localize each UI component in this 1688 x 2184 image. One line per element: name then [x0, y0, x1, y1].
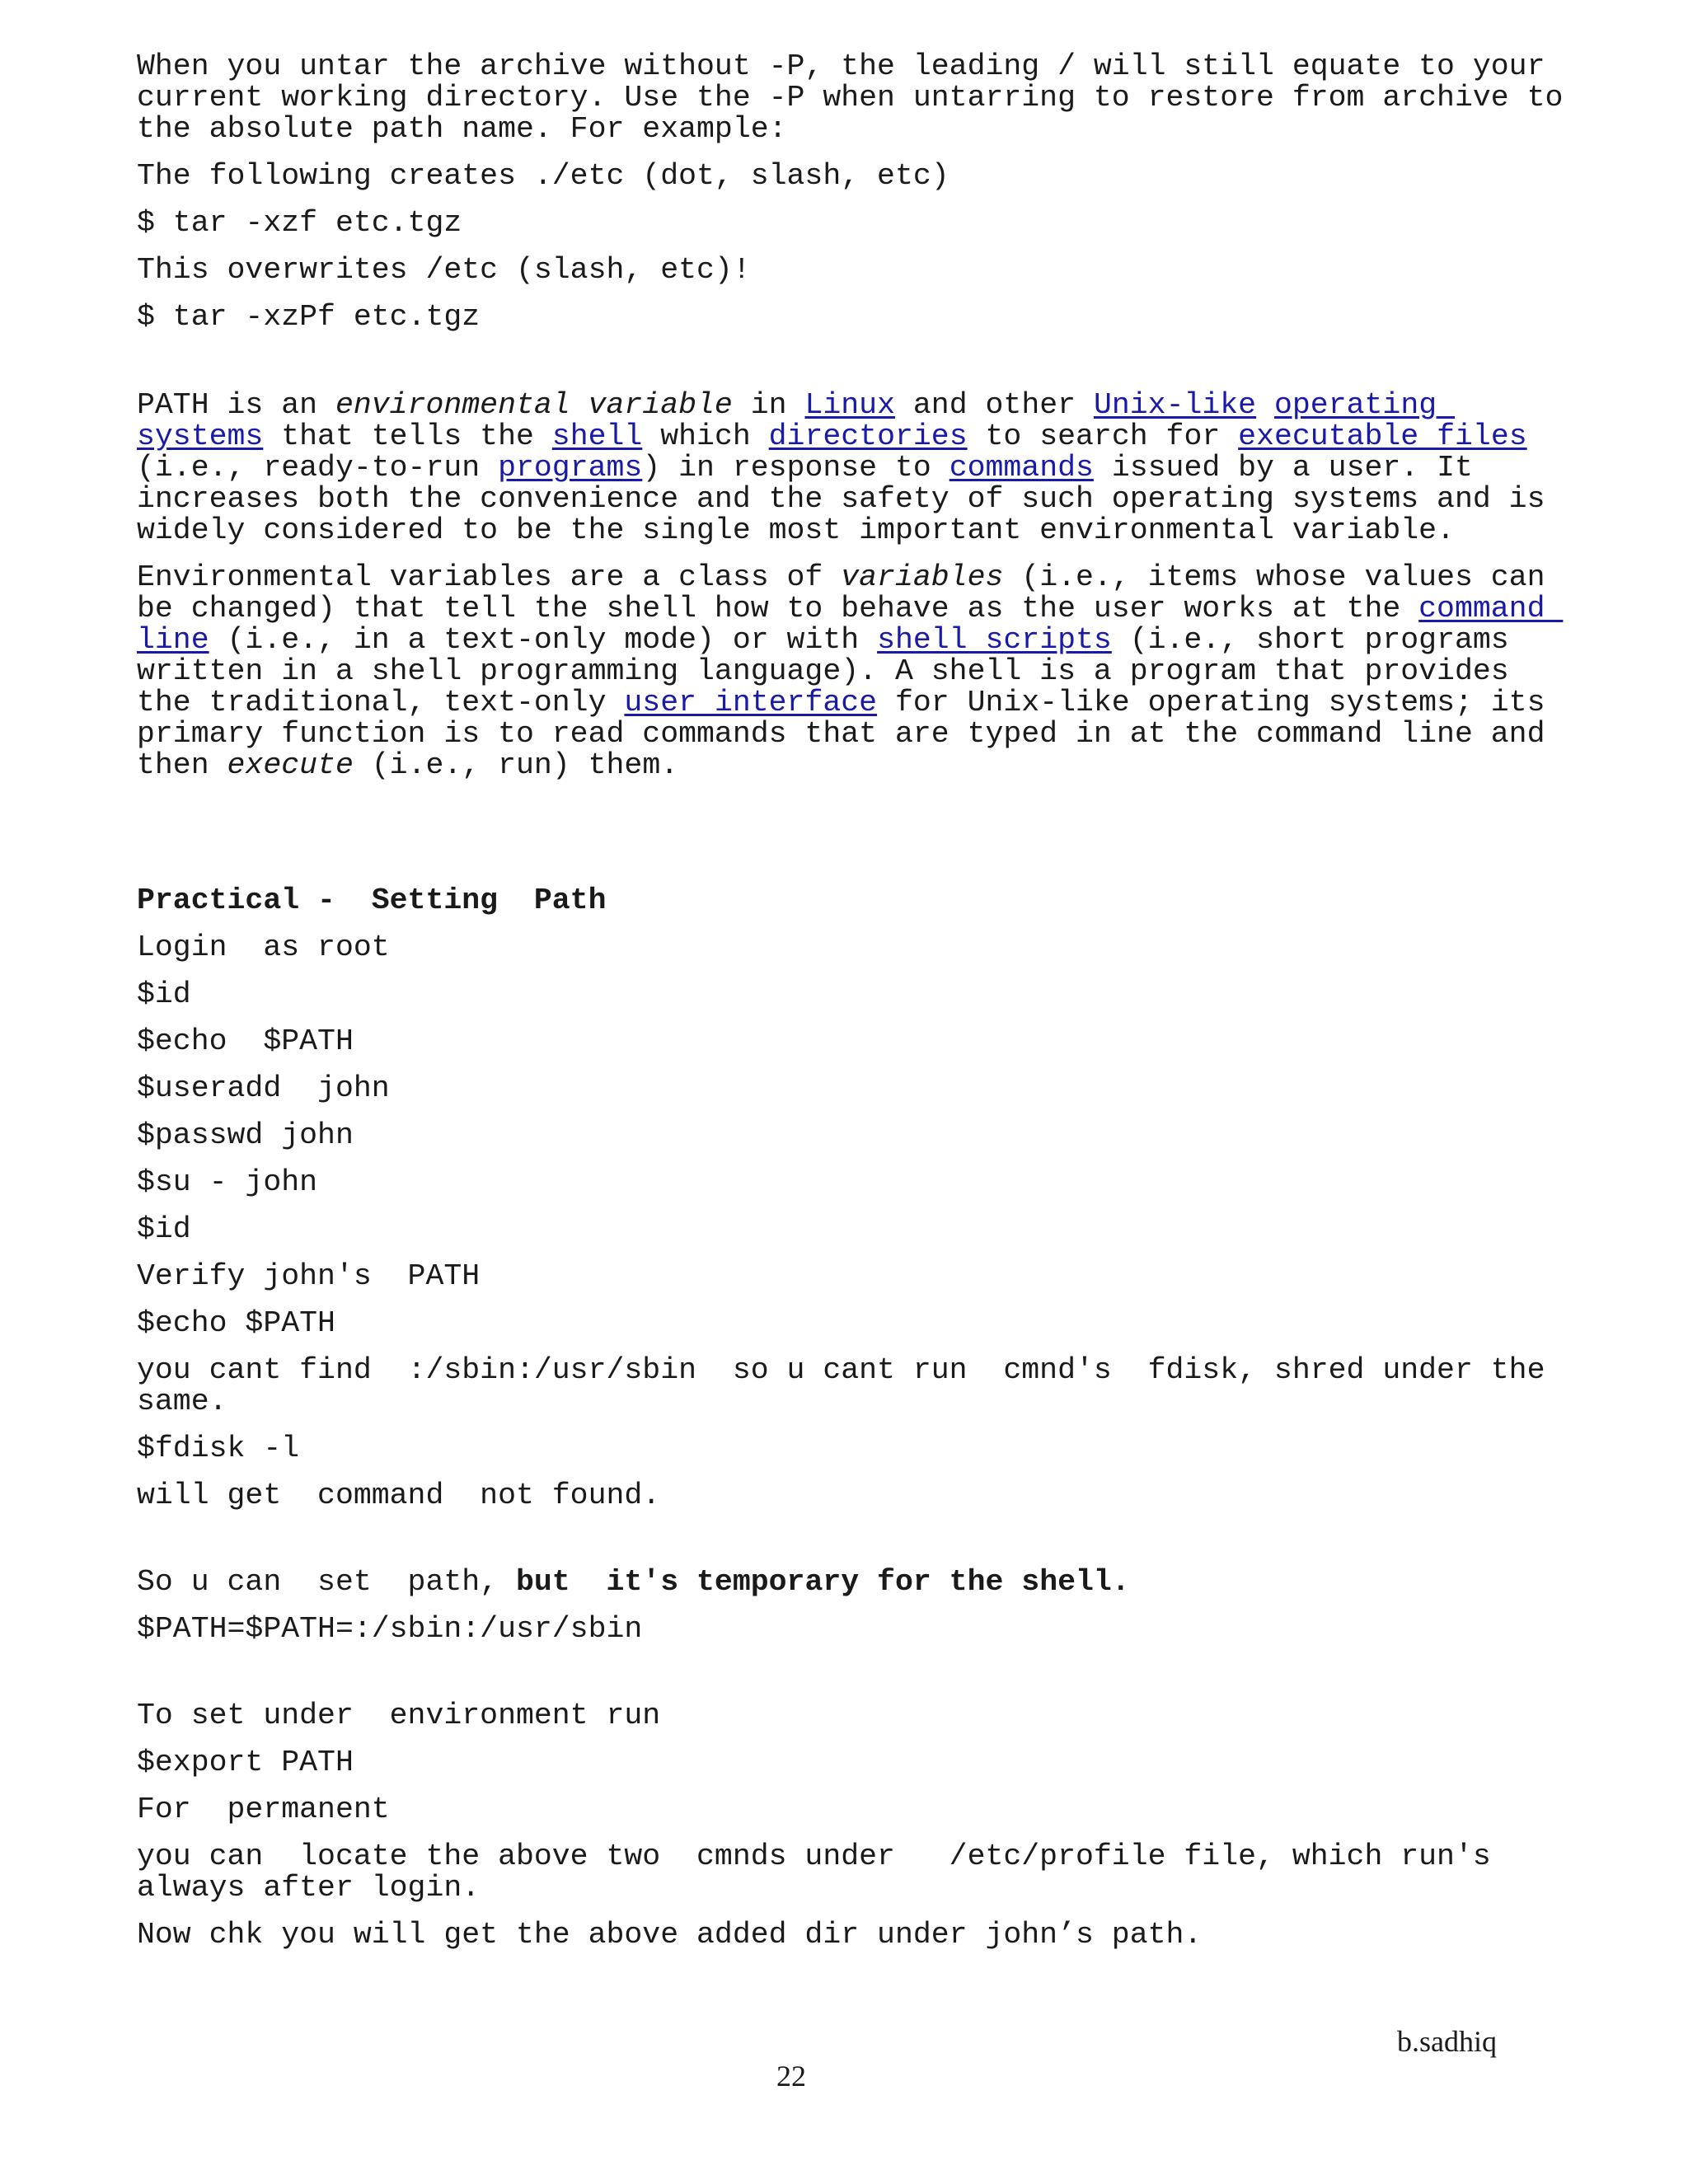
environment-step: Now chk you will get the above added dir under john’s path. — [137, 1918, 1203, 1952]
link-programs[interactable]: programs — [498, 451, 643, 485]
text-run — [1256, 388, 1274, 422]
text-run: PATH is an — [137, 388, 335, 422]
practical-heading: Practical - Setting Path — [137, 883, 607, 917]
environment-step: you can locate the above two cmnds under /etc/profile file, which run's always after login. — [137, 1840, 1509, 1905]
link-directories[interactable]: directories — [768, 419, 968, 453]
practical-step: $id — [137, 1212, 191, 1246]
untar-line-overwrites: This overwrites /etc (slash, etc)! — [137, 253, 751, 287]
link-shell[interactable]: shell — [551, 419, 643, 453]
temporary-path-command: $PATH=$PATH=:/sbin:/usr/sbin — [137, 1612, 643, 1646]
environment-step: To set under environment run — [137, 1699, 661, 1732]
text-run: So u can set path, — [137, 1565, 516, 1599]
practical-step: $echo $PATH — [137, 1306, 335, 1340]
practical-step: Verify john's PATH — [137, 1259, 481, 1293]
environmental-variables-paragraph — [137, 562, 1571, 781]
text-run: (i.e., items whose values can be changed) that tell the shell how to behave as the user works at the — [137, 560, 1564, 626]
text-run: which — [642, 419, 769, 453]
text-run: issued by a user. It increases both the convenience and the safety of such operating systems and is widely considered to be the single most important environmental variable. — [137, 451, 1564, 547]
untar-command-xzf: $ tar -xzf etc.tgz — [137, 206, 462, 240]
environment-step: $export PATH — [137, 1746, 354, 1779]
practical-step: you cant find :/sbin:/usr/sbin so u cant run cmnd's fdisk, shred under the same. — [137, 1353, 1564, 1418]
text-run: that tells the — [263, 419, 552, 453]
text-run: ) in response to — [642, 451, 950, 485]
document-body — [137, 49, 1582, 1966]
untar-intro: When you untar the archive without -P, the leading / will still equate to your current working directory. Use the -P when untarring to restore from archive to the absolute path name. For example: — [137, 49, 1582, 146]
practical-step: $su - john — [137, 1165, 318, 1199]
untar-command-xzpf: $ tar -xzPf etc.tgz — [137, 300, 481, 334]
bold-text: but it's temporary for the shell. — [515, 1565, 1130, 1599]
text-run: (i.e., short programs written in a shell programming language). A shell is a program that provides the traditional, text-only — [137, 623, 1527, 719]
practical-step: Login as root — [137, 930, 390, 964]
link-commands[interactable]: commands — [949, 451, 1094, 485]
text-run: and other — [895, 388, 1094, 422]
text-run: (i.e., in a text-only mode) or with — [209, 623, 878, 657]
text-run: for Unix-like operating systems; its primary function is to read commands that are typed in at the command line and then — [137, 686, 1564, 782]
emphasis-text: execute — [227, 748, 354, 782]
practical-step: $echo $PATH — [137, 1024, 354, 1058]
text-run: to search for — [967, 419, 1239, 453]
page-number: 22 — [776, 2060, 806, 2093]
text-run: in — [732, 388, 805, 422]
link-linux[interactable]: Linux — [804, 388, 895, 422]
practical-step: $id — [137, 977, 191, 1011]
link-shell-scripts[interactable]: shell scripts — [877, 623, 1112, 657]
practical-step: will get command not found. — [137, 1479, 661, 1512]
link-unix-like[interactable]: Unix-like — [1093, 388, 1257, 422]
text-run: (i.e., run) them. — [353, 748, 679, 782]
temporary-path-note — [137, 1567, 1571, 1598]
environment-step: For permanent — [137, 1793, 390, 1826]
emphasis-text: environmental variable — [335, 388, 733, 422]
link-operating-systems[interactable]: operating systems — [137, 388, 1456, 453]
link-user-interface[interactable]: user interface — [624, 686, 878, 719]
untar-line-creates: The following creates ./etc (dot, slash, etc) — [137, 159, 950, 193]
path-definition-paragraph — [137, 390, 1571, 546]
link-executable-files[interactable]: executable files — [1238, 419, 1527, 453]
author-signature: b.sadhiq — [1397, 2025, 1497, 2058]
text-run: Environmental variables are a class of — [137, 560, 842, 594]
text-run: (i.e., ready-to-run — [137, 419, 1545, 485]
emphasis-text: variables — [841, 560, 1004, 594]
practical-step: $useradd john — [137, 1071, 390, 1105]
practical-step: $fdisk -l — [137, 1432, 300, 1465]
link-command-line[interactable]: command line — [137, 592, 1564, 657]
practical-step: $passwd john — [137, 1118, 354, 1152]
